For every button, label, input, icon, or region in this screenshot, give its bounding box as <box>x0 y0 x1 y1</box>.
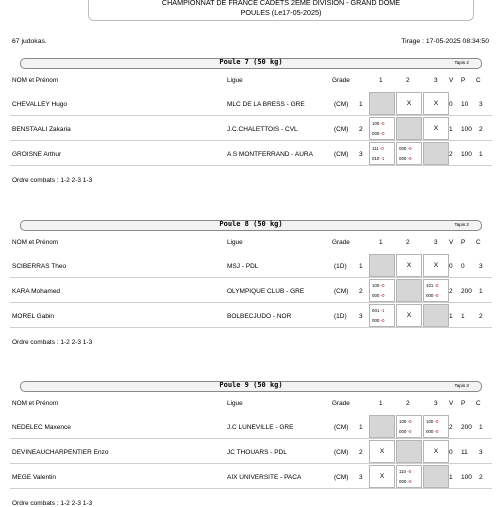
column-header-grade: Grade <box>332 239 350 246</box>
championship-title: CHAMPIONNAT DE FRANCE CADETS 2EME DIVISION - GRAND DOME <box>161 0 401 7</box>
row-divider <box>10 302 492 303</box>
competitor-row <box>10 117 492 141</box>
column-header-c: C <box>476 239 481 246</box>
bout-cell <box>396 279 422 302</box>
points: 11 <box>461 449 468 456</box>
column-header-club: Ligue <box>227 400 243 407</box>
bout-score-1: 100 -0 <box>399 419 412 424</box>
row-divider <box>10 115 492 116</box>
bout-cell <box>369 117 395 140</box>
bout-score-1: 100 -0 <box>372 283 385 288</box>
competitor-name: SCIBERRAS Theo <box>12 263 67 270</box>
row-divider <box>10 140 492 141</box>
bout-cell <box>369 440 395 463</box>
pool-title: Poule 8 (50 kg) <box>219 220 283 228</box>
bout-order: Ordre combats : 1-2 2-3 1-3 <box>12 500 93 507</box>
bout-score-2: 000 -0 <box>372 318 385 323</box>
bout-cell <box>396 415 422 438</box>
competitor-club: MSJ - PDL <box>227 263 259 270</box>
bout-score-1: 111 -0 <box>372 146 384 151</box>
column-header-c: C <box>476 400 481 407</box>
bout-score-2: 000 -0 <box>426 429 439 434</box>
bout-mark: X <box>379 448 385 455</box>
column-header-c2: 2 <box>406 239 410 246</box>
pool-title: Poule 7 (50 kg) <box>219 58 283 66</box>
bout-cell <box>396 92 422 115</box>
victories: 1 <box>449 126 453 133</box>
ranking: 1 <box>479 288 483 295</box>
bout-mark: X <box>433 262 439 269</box>
column-header-c2: 2 <box>406 400 410 407</box>
competitor-grade: (CM) <box>334 474 349 481</box>
victories: 0 <box>449 101 453 108</box>
column-header-name: NOM et Prénom <box>12 77 59 84</box>
bout-cell <box>423 279 449 302</box>
competitor-number: 3 <box>359 474 363 481</box>
competitor-number: 2 <box>359 126 363 133</box>
competitor-number: 3 <box>359 151 363 158</box>
bout-cell <box>369 465 395 488</box>
bout-score-1: 101 -0 <box>426 283 439 288</box>
draw-timestamp: Tirage : 17-05-2025 08:34:50 <box>401 38 489 45</box>
victories: 0 <box>449 263 453 270</box>
mat-label: Tapis 2 <box>454 222 469 227</box>
pool-title-bar <box>20 58 482 69</box>
ranking: 3 <box>479 263 483 270</box>
column-header-v: V <box>449 77 454 84</box>
column-header-c3: 3 <box>434 77 438 84</box>
competitor-club: OLYMPIQUE CLUB - GRE <box>227 288 305 295</box>
victories: 2 <box>449 288 453 295</box>
bout-cell <box>423 440 449 463</box>
points: 200 <box>461 288 472 295</box>
bout-cell <box>423 142 449 165</box>
column-header-grade: Grade <box>332 77 350 84</box>
bout-mark: X <box>379 473 385 480</box>
column-header-v: V <box>449 400 454 407</box>
bout-cell <box>396 254 422 277</box>
competitor-number: 2 <box>359 288 363 295</box>
ranking: 2 <box>479 313 483 320</box>
victories: 2 <box>449 424 453 431</box>
bout-cell <box>423 254 449 277</box>
bout-cell <box>423 415 449 438</box>
competitor-club: MLC DE LA BRESS - GRE <box>227 101 305 108</box>
row-divider <box>10 327 492 328</box>
row-divider <box>10 438 492 439</box>
column-header-p: P <box>461 239 466 246</box>
competitor-grade: (CM) <box>334 288 349 295</box>
bout-mark: X <box>406 312 412 319</box>
bout-mark: X <box>406 262 412 269</box>
bout-score-2: 000 -0 <box>399 479 412 484</box>
points: 0 <box>461 263 465 270</box>
competitor-club: BOLBECJUDO - NOR <box>227 313 292 320</box>
column-header-club: Ligue <box>227 239 243 246</box>
column-header-name: NOM et Prénom <box>12 239 59 246</box>
mat-label: Tapis 3 <box>454 383 469 388</box>
mat-label: Tapis 2 <box>454 60 469 65</box>
bout-score-1: 100 -0 <box>372 121 385 126</box>
competitor-grade: (1D) <box>334 313 347 320</box>
judoka-count: 67 judokas. <box>12 38 47 45</box>
ranking: 1 <box>479 424 483 431</box>
pool-title-bar <box>20 381 482 392</box>
points: 200 <box>461 424 472 431</box>
competitor-row <box>10 440 492 464</box>
competitor-row <box>10 142 492 166</box>
ranking: 3 <box>479 449 483 456</box>
column-header-c3: 3 <box>434 239 438 246</box>
competitor-club: JC THOUARS - PDL <box>227 449 287 456</box>
ranking: 2 <box>479 474 483 481</box>
competitor-grade: (CM) <box>334 424 349 431</box>
competitor-club: A S MONTFERRAND - AURA <box>227 151 313 158</box>
competitor-number: 2 <box>359 449 363 456</box>
bout-cell <box>423 465 449 488</box>
competitor-club: AIX UNIVERSITE - PACA <box>227 474 302 481</box>
row-divider <box>10 463 492 464</box>
competitor-name: MEGE Valentin <box>12 474 56 481</box>
bout-order: Ordre combats : 1-2 2-3 1-3 <box>12 177 93 184</box>
competitor-row <box>10 465 492 489</box>
competitor-row <box>10 254 492 278</box>
competitor-name: DEVINEAUCHARPENTIER Enzo <box>12 449 109 456</box>
competitor-number: 3 <box>359 313 363 320</box>
competitor-club: J.C LUNEVILLE - GRE <box>227 424 294 431</box>
points: 100 <box>461 474 472 481</box>
competitor-number: 1 <box>359 424 363 431</box>
bout-score-1: 000 -0 <box>399 146 412 151</box>
bout-score-1: 100 -0 <box>426 419 439 424</box>
pools-subtitle: POULES (Le17-05-2025) <box>240 8 322 17</box>
points: 10 <box>461 101 469 108</box>
row-divider <box>10 488 492 489</box>
bout-order: Ordre combats : 1-2 2-3 1-3 <box>12 339 93 346</box>
bout-score-2: 000 -0 <box>372 131 385 136</box>
competitor-name: CHEVALLEY Hugo <box>12 101 68 108</box>
bout-cell <box>369 279 395 302</box>
bout-cell <box>369 415 395 438</box>
bout-score-2: 000 -0 <box>372 293 385 298</box>
bout-cell <box>423 117 449 140</box>
column-header-c1: 1 <box>379 77 383 84</box>
points: 1 <box>461 313 465 320</box>
victories: 1 <box>449 474 453 481</box>
column-header-v: V <box>449 239 454 246</box>
pool-title-bar <box>20 220 482 231</box>
competitor-grade: (CM) <box>334 101 349 108</box>
competitor-grade: (1D) <box>334 263 347 270</box>
competitor-row <box>10 415 492 439</box>
competitor-name: MOREL Gabin <box>12 313 55 320</box>
bout-score-1: 110 -0 <box>399 469 412 474</box>
bout-cell <box>369 254 395 277</box>
victories: 1 <box>449 313 453 320</box>
competitor-row <box>10 279 492 303</box>
competitor-row <box>10 304 492 328</box>
bout-cell <box>396 304 422 327</box>
ranking: 1 <box>479 151 483 158</box>
column-header-p: P <box>461 400 466 407</box>
column-header-c1: 1 <box>379 400 383 407</box>
column-header-c3: 3 <box>434 400 438 407</box>
points: 100 <box>461 126 472 133</box>
bout-mark: X <box>406 100 412 107</box>
bout-cell <box>423 304 449 327</box>
bout-cell <box>369 92 395 115</box>
competitor-club: J.C.CHALETTOIS - CVL <box>227 126 298 133</box>
victories: 2 <box>449 151 453 158</box>
competitor-row <box>10 92 492 116</box>
column-header-c: C <box>476 77 481 84</box>
document-header <box>88 0 474 21</box>
bout-score-1: 001 -1 <box>372 308 385 313</box>
bout-score-2: 000 -0 <box>426 293 439 298</box>
competitor-grade: (CM) <box>334 126 349 133</box>
competitor-grade: (CM) <box>334 449 349 456</box>
column-header-c2: 2 <box>406 77 410 84</box>
column-header-club: Ligue <box>227 77 243 84</box>
points: 100 <box>461 151 472 158</box>
bout-score-2: 010 -1 <box>372 156 385 161</box>
bout-mark: X <box>433 125 439 132</box>
row-divider <box>10 277 492 278</box>
column-header-grade: Grade <box>332 400 350 407</box>
competitor-name: KARA Mohamed <box>12 288 61 295</box>
column-header-c1: 1 <box>379 239 383 246</box>
bout-cell <box>369 304 395 327</box>
competitor-name: GROISNE Arthur <box>12 151 62 158</box>
ranking: 3 <box>479 101 483 108</box>
competitor-name: NEDELEC Maxence <box>12 424 71 431</box>
column-header-p: P <box>461 77 466 84</box>
competitor-grade: (CM) <box>334 151 349 158</box>
bout-mark: X <box>433 100 439 107</box>
competitor-name: BENSTAALI Zakaria <box>12 126 71 133</box>
bout-cell <box>369 142 395 165</box>
competitor-number: 1 <box>359 263 363 270</box>
bout-cell <box>396 465 422 488</box>
bout-score-2: 000 -0 <box>399 429 412 434</box>
bout-cell <box>396 440 422 463</box>
bout-cell <box>423 92 449 115</box>
bout-mark: X <box>433 448 439 455</box>
victories: 0 <box>449 449 453 456</box>
row-divider <box>10 165 492 166</box>
bout-cell <box>396 142 422 165</box>
competitor-number: 1 <box>359 101 363 108</box>
bout-cell <box>396 117 422 140</box>
pool-title: Poule 9 (50 kg) <box>219 381 283 389</box>
ranking: 2 <box>479 126 483 133</box>
bout-score-2: 000 -0 <box>399 156 412 161</box>
column-header-name: NOM et Prénom <box>12 400 59 407</box>
